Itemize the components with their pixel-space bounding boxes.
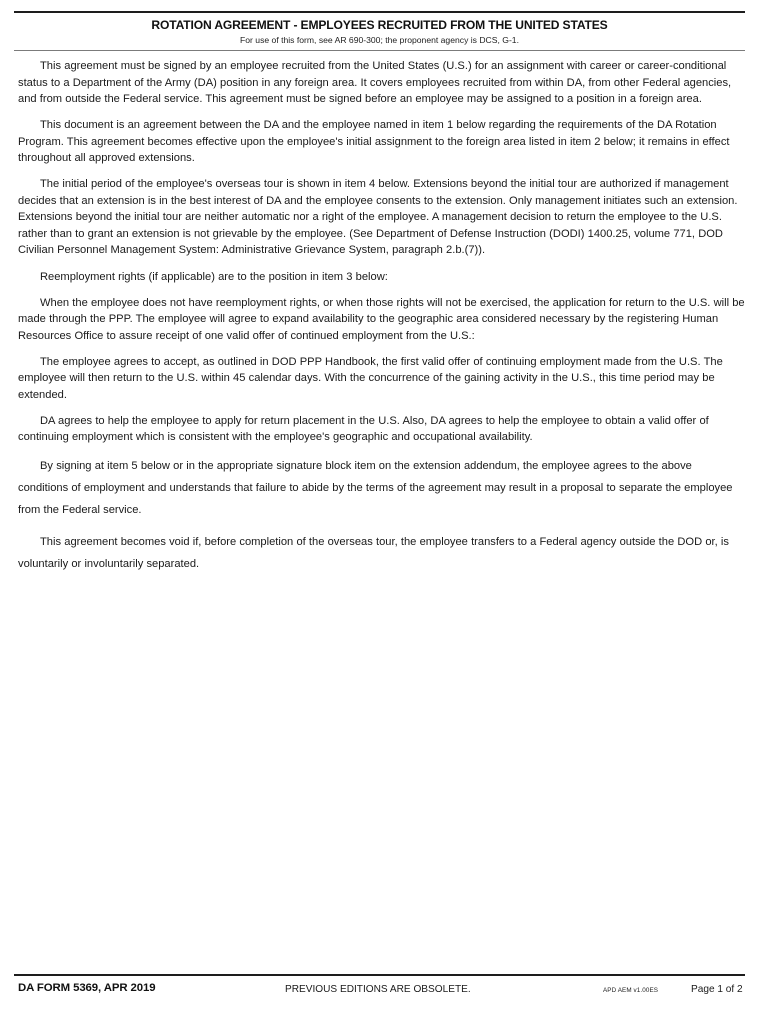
header-bottom-rule [14,50,745,51]
footer-form-identifier: DA FORM 5369, APR 2019 [18,982,156,994]
page-title: ROTATION AGREEMENT - EMPLOYEES RECRUITED FROM THE UNITED STATES [151,18,608,32]
form-footer [14,974,745,1005]
form-authority-subtitle: For use of this form, see AR 690-300; the proponent agency is DCS, G-1. [240,35,519,45]
agreement-paragraph: By signing at item 5 below or in the appropriate signature block item on the extension addendum, the employee agrees to the above conditions of employment and understands that failure to abide by the terms of the agreement may result in a proposal to separate the employee from the Federal service. [18,460,733,517]
footer-apd-version: APD AEM v1.00ES [603,987,659,994]
agreement-paragraph: Reemployment rights (if applicable) are to the position in item 3 below: [40,270,388,283]
footer-row [14,981,745,1005]
agreement-paragraph: The employee agrees to accept, as outlined in DOD PPP Handbook, the first valid offer of continuing employment made from the U.S. The employee will then return to the U.S. within 45 calendar days. With the concurrence of the gaining activity in the U.S., this time period may be extended. [18,355,723,401]
footer-top-rule [14,974,745,976]
footer-page-indicator: Page 1 of 2 [691,984,743,995]
agreement-paragraph: This agreement becomes void if, before completion of the overseas tour, the employee transfers to a Federal agency outside the DOD or, is voluntarily or involuntarily separated. [18,535,729,570]
header-top-rule [14,11,745,13]
agreement-paragraph: The initial period of the employee's overseas tour is shown in item 4 below. Extensions beyond the initial tour are authorized if management decides that an extension is in the best interest of DA and the employee consents to the extension. Only management initiates such an extension. Extensions beyond the initial tour are neither automatic nor a right of the employee. A management decision to return the employee to the U.S. rather than to grant an extension is not grievable by the employee. (See Department of Defense Instruction (DODI) 1400.25, volume 771, DOD Civilian Personnel Management System: Administrative Grievance System, paragraph 2.b.(7)). [18,178,738,257]
agreement-paragraph: DA agrees to help the employee to apply for return placement in the U.S. Also, DA agrees to help the employee to obtain a valid offer of continuing employment which is consistent with the employee's geographic and occupational availability. [18,414,709,444]
footer-edition-notice: PREVIOUS EDITIONS ARE OBSOLETE. [285,984,471,995]
form-header [14,11,745,51]
agreement-paragraph: This document is an agreement between the DA and the employee named in item 1 below regarding the requirements of the DA Rotation Program. This agreement becomes effective upon the employee's initial assignment to the foreign area listed in item 2 below; it remains in effect throughout all approved extensions. [18,119,730,165]
agreement-body [18,58,745,575]
agreement-paragraph: When the employee does not have reemployment rights, or when those rights will not be exercised, the application for return to the U.S. will be made through the PPP. The employee will agree to expand availability to the geographic area considered necessary by the registering Human Resources Office to assure receipt of one valid offer of continued employment from the U.S.: [18,296,745,342]
agreement-paragraph: This agreement must be signed by an employee recruited from the United States (U.S.) for an assignment with career or career-conditional status to a Department of the Army (DA) position in any foreign area. It covers employees recruited from within DA, from other Federal agencies, and from outside the Federal service. This agreement must be signed before an employee may be assigned to a position in a foreign area. [18,60,732,106]
